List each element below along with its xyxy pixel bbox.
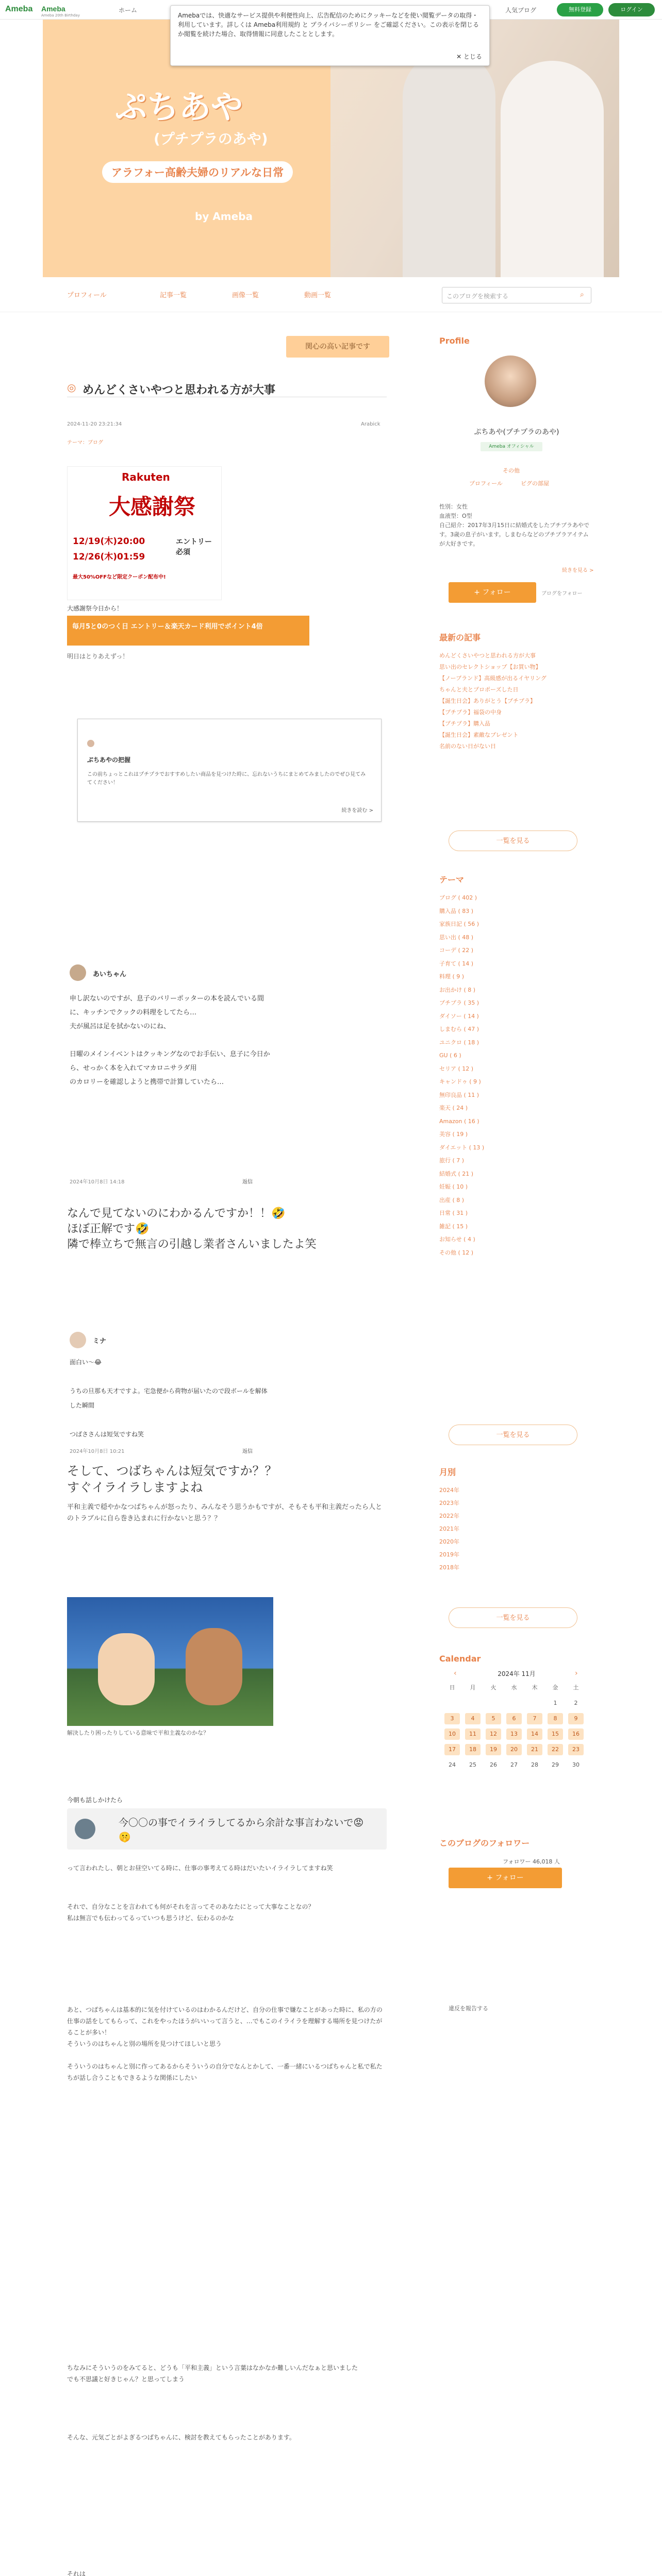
article-author-link[interactable]: Arabick (361, 421, 380, 427)
recent-item[interactable]: 思い出のセレクトショップ【お買い物】 (439, 664, 541, 670)
nav-articles[interactable]: 記事一覧 (160, 292, 187, 299)
ameba-logo[interactable]: Ameba (5, 5, 33, 13)
commenter-avatar (70, 1332, 86, 1348)
cal-day[interactable]: 11 (465, 1728, 481, 1740)
recent-item[interactable]: 【プチプラ】購入品 (439, 720, 490, 727)
theme-item[interactable]: 思い出 ( 48 ) (439, 934, 474, 941)
comment-reply-link[interactable]: 返信 (242, 1449, 253, 1454)
follow-button[interactable]: + フォロー (449, 582, 536, 603)
theme-item[interactable]: ダイソー ( 14 ) (439, 1012, 479, 1020)
login-button[interactable]: ログイン (608, 3, 655, 16)
cal-day: 30 (572, 1761, 580, 1768)
nav-home-link[interactable]: ホーム (119, 7, 138, 14)
speech-bubble (67, 1808, 387, 1850)
comment-time: 2024年10月8日 14:18 (70, 1179, 125, 1185)
paragraph: そんな、元気ごとがよぎるつばちゃんに、検討を教えてもらったことがあります。 (67, 2434, 295, 2441)
cal-day[interactable]: 9 (568, 1713, 584, 1724)
theme-item[interactable]: 家族日記 ( 56 ) (439, 921, 479, 927)
theme-item[interactable]: お出かけ ( 8 ) (439, 986, 476, 993)
theme-item[interactable]: お知らせ ( 4 ) (439, 1236, 475, 1243)
theme-item[interactable]: プチプラ ( 35 ) (439, 999, 479, 1006)
cal-day[interactable]: 18 (465, 1744, 481, 1755)
theme-item[interactable]: 日常 ( 31 ) (439, 1210, 468, 1216)
cal-day: 1 (553, 1700, 557, 1706)
month-item[interactable]: 2019年 (439, 1551, 459, 1558)
cal-day[interactable]: 13 (506, 1728, 522, 1740)
paragraph: 平和主義で穏やかなつばちゃんが怒ったり、みんなそう思うかもですが、そもそも平和主義だったら人とのトラブルに自ら巻き込まれに行かないと思う？？ (67, 1503, 383, 1522)
theme-item[interactable]: 妊娠 ( 10 ) (439, 1183, 468, 1190)
cal-day: 27 (510, 1761, 518, 1768)
cal-day: 2 (574, 1700, 578, 1706)
cal-day-header: 木 (532, 1684, 538, 1691)
blog-nav (0, 278, 662, 312)
theme-item[interactable]: 料理 ( 9 ) (439, 973, 465, 980)
paragraph: それは (67, 2570, 86, 2576)
groom-figure (403, 50, 495, 277)
cal-day[interactable]: 21 (527, 1744, 542, 1755)
search-icon[interactable]: ⌕ (580, 291, 584, 299)
theme-item[interactable]: キャンドゥ ( 9 ) (439, 1078, 481, 1085)
cal-day[interactable]: 16 (568, 1728, 584, 1740)
quote-label: 今朝も話しかけたら (67, 1797, 123, 1804)
register-button[interactable]: 無料登録 (557, 3, 603, 16)
blog-tagline: アラフォー高齢夫婦のリアルな日常 (102, 161, 293, 183)
theme-item[interactable]: 雑記 ( 15 ) (439, 1223, 468, 1230)
character-left (98, 1633, 155, 1705)
cal-day[interactable]: 12 (486, 1728, 501, 1740)
cal-day: 25 (469, 1761, 476, 1768)
recent-more-button[interactable]: 一覧を見る (449, 831, 577, 851)
profile-info: 性別：女性 血液型：O型 自己紹介：2017年3月15日に結婚式をしたプチプラあやです。3歳の息子がいます。しまむらなどのプチプラアイテムが大好きです。 (439, 503, 589, 547)
theme-item[interactable]: ブログ ( 402 ) (439, 894, 477, 901)
cookie-text: Amebaでは、快適なサービス提供や利便性向上、広告配信のためにクッキーなどを使い閲覧データの取得・利用しています。詳しくは Ameba利用規約 と プライバシーポリシー をご確認ください。この表示を閉じるか閲覧を続けた場合、取得情報に同意したこととします。 (178, 12, 479, 38)
cal-day[interactable]: 6 (506, 1713, 522, 1724)
paragraph: それで、自分なことを言われても何がそれを言ってそのあなたにとって大事なことなの？ 私は無言でも伝わってるっていつも思うけど、伝わるのかな (67, 1903, 315, 1922)
ameba-by-logo: by Ameba (195, 210, 253, 223)
cal-day-header: 土 (573, 1684, 579, 1691)
profile-link-pigg[interactable]: ピグの部屋 (521, 480, 549, 487)
ameba-sub-logo: Ameba 20th Birthday (41, 13, 80, 18)
comment-text: 面白い～😂 うちの旦那も天才ですよ。宅急便から荷物が届いたので段ボールを解体した瞬間 つばささんは短気ですね笑 (70, 1359, 268, 1438)
month-item[interactable]: 2018年 (439, 1564, 459, 1571)
article-icon: ◎ (67, 381, 76, 394)
calendar-month: 2024年 11月 (498, 1670, 536, 1677)
ad-coupon-text: 最大50%OFFなど限定クーポン配布中! (73, 574, 166, 580)
theme-list (439, 891, 594, 1259)
cal-day[interactable]: 10 (444, 1728, 460, 1740)
report-link[interactable]: 違反を報告する (449, 2005, 488, 2012)
profile-link-profile[interactable]: プロフィール (469, 480, 503, 487)
month-item[interactable]: 2024年 (439, 1487, 459, 1494)
calendar-heading: Calendar (439, 1654, 481, 1664)
card-avatar (87, 740, 94, 747)
comment-name: ミナ (93, 1337, 107, 1345)
article-theme[interactable]: テーマ：ブログ (67, 440, 103, 446)
image-caption: 解決したり困ったりしている意味で平和主義なのかな？ (67, 1730, 209, 1736)
rakuten-point-banner[interactable]: 毎月5と0のつく日 エントリー＆楽天カード利用でポイント4倍 (67, 616, 309, 646)
month-heading: 月別 (439, 1467, 456, 1477)
rakuten-logo: Rakuten (122, 471, 170, 483)
ad-date-2: 12/26(木)01:59 (73, 552, 145, 562)
theme-item[interactable]: 旅行 ( 7 ) (439, 1157, 465, 1164)
illustration-image[interactable] (67, 1597, 273, 1726)
article-title[interactable]: めんどくさいやつと思われる方が大事 (82, 384, 276, 397)
profile-avatar[interactable] (485, 355, 536, 407)
theme-item[interactable]: 子育て ( 14 ) (439, 960, 474, 967)
profile-more-link[interactable]: 続きを見る > (562, 568, 594, 573)
cal-day[interactable]: 19 (486, 1744, 501, 1755)
follower-heading: このブログのフォロワー (439, 1838, 530, 1848)
cookie-notice (170, 5, 490, 66)
theme-item[interactable]: ユニクロ ( 18 ) (439, 1039, 479, 1046)
nav-images[interactable]: 画像一覧 (232, 292, 259, 299)
speech-text: 今〇〇の事でイライラしてるから余計な事言わないで😡🤫 (119, 1817, 364, 1843)
bride-figure (501, 61, 604, 277)
recent-item[interactable]: めんどくさいやつと思われる方が大事 (439, 652, 536, 659)
cal-day[interactable]: 3 (444, 1713, 460, 1724)
blog-title: ぷちあや (115, 88, 243, 126)
cal-day: 24 (449, 1761, 456, 1768)
cookie-close-button[interactable]: ✕ とじる (456, 53, 482, 60)
recent-item[interactable]: 名前のない日がない日 (439, 743, 496, 750)
cal-day[interactable]: 7 (527, 1713, 542, 1724)
recent-heading: 最新の記事 (439, 633, 481, 642)
lead-text: 明日はとりあえずっ！ (67, 653, 129, 660)
character-right (186, 1628, 242, 1705)
follow-button-2[interactable]: + フォロー (449, 1868, 562, 1888)
recent-item[interactable]: ちゃんと夫とプロポーズした日 (439, 686, 519, 693)
nav-profile[interactable]: プロフィール (67, 292, 107, 299)
theme-item[interactable]: セリア ( 12 ) (439, 1065, 474, 1072)
blog-search-input[interactable]: このブログを検索する (442, 287, 591, 303)
profile-name[interactable]: ぷちあや(プチプラのあや) (474, 428, 559, 436)
month-item[interactable]: 2023年 (439, 1500, 459, 1506)
speaker-avatar (75, 1819, 95, 1839)
recent-item[interactable]: 【誕生日会】素敵なプレゼント (439, 732, 519, 738)
comment-name: あいちゃん (93, 971, 127, 978)
follower-count: フォロワー 46,018 人 (503, 1858, 560, 1865)
month-more-button[interactable]: 一覧を見る (449, 1607, 577, 1628)
commenter-avatar (70, 964, 86, 981)
popular-ribbon[interactable]: 関心の高い記事です (286, 336, 389, 358)
theme-item[interactable]: しまむら ( 47 ) (439, 1026, 479, 1032)
cal-day-header: 月 (470, 1684, 476, 1691)
nav-videos[interactable]: 動画一覧 (304, 292, 332, 299)
article-date: 2024-11-20 23:21:34 (67, 421, 122, 427)
comment-text: 申し訳ないのですが、息子のバリーポッターの本を読んでいる間に、キッチンでクックの料理をしてたら… 夫が風呂は足を拭かないのにね、 日曜のメインイベントはクッキングなのでお手伝い、息子に今日から、せっかく本を入れてマカロニサラダ用 のカロリーを確認しようと携帯で計算していたら… (70, 995, 270, 1086)
top-blog-link[interactable]: 人気ブログ (505, 7, 537, 14)
theme-item[interactable]: GU ( 6 ) (439, 1052, 461, 1059)
profile-heading: Profile (439, 336, 470, 346)
comment-reply-link[interactable]: 返信 (242, 1179, 253, 1185)
ad-caption[interactable]: 大感謝祭今日から！ (67, 605, 123, 612)
cal-day[interactable]: 20 (506, 1744, 522, 1755)
cal-day[interactable]: 17 (444, 1744, 460, 1755)
card-title: ぷちあやの把握 (87, 756, 131, 764)
ad-entry: エントリー必須 (176, 538, 212, 556)
cal-day[interactable]: 5 (486, 1713, 501, 1724)
recent-item[interactable]: 【ノーブランド】高級感が出るイヤリング (439, 675, 547, 682)
profile-link-other[interactable]: その他 (503, 467, 520, 474)
recent-list (439, 650, 594, 752)
cal-day-header: 火 (490, 1684, 496, 1691)
month-item[interactable]: 2020年 (439, 1538, 459, 1545)
paragraph: って言われたし、朝とお昼空いてる時に、仕事の事考えてる時はだいたいイライラしてますね笑 (67, 1865, 333, 1872)
cal-day[interactable]: 23 (568, 1744, 584, 1755)
theme-item[interactable]: 出産 ( 8 ) (439, 1196, 465, 1204)
blog-subtitle: (プチプラのあや) (154, 130, 268, 147)
card-body: この前ちょっとこれはプチプラでおすすめしたい商品を見つけた時に、忘れないうちにまとめてみましたのでぜひ見てみてください！ (87, 772, 366, 786)
theme-item[interactable]: 楽天 ( 24 ) (439, 1105, 468, 1111)
cal-day: 28 (531, 1761, 538, 1768)
blog-link-card[interactable] (77, 719, 382, 822)
ad-date-1: 12/19(木)20:00 (73, 536, 145, 547)
cal-day[interactable]: 4 (465, 1713, 481, 1724)
comment-time: 2024年10月8日 10:21 (70, 1449, 125, 1454)
theme-item[interactable]: 結婚式 ( 21 ) (439, 1170, 474, 1177)
recent-item[interactable]: 【誕生日会】ありがとう【プチプラ】 (439, 698, 536, 704)
theme-item[interactable]: 購入品 ( 83 ) (439, 907, 474, 914)
reply-quote-1: なんで見てないのにわかるんですか！！🤣 ほぼ正解です🤣 隣で棒立ちで無言の引越し業者さんいましたよ笑 (67, 1207, 317, 1250)
cal-day-header: 金 (552, 1684, 558, 1691)
cal-day-header: 水 (511, 1684, 517, 1691)
cal-day[interactable]: 14 (527, 1728, 542, 1740)
theme-item[interactable]: ダイエット ( 13 ) (439, 1144, 485, 1151)
theme-item[interactable]: 美容 ( 19 ) (439, 1131, 468, 1138)
section-heading: そして、つばちゃんは短気ですか？？ すぐイライラしますよね (67, 1465, 277, 1495)
theme-item[interactable]: 無印良品 ( 11 ) (439, 1091, 479, 1098)
calendar-grid (439, 1682, 594, 1785)
ad-headline: 大感謝祭 (109, 494, 196, 519)
paragraph: あと、つばちゃんは基本的に気を付けているのはわかるんだけど、自分の仕事で嫌なことがあった時に、私の方の仕事の話をしてもらって、これをやったほうがいいって言うと、…でもこのイライラを理解する場所を見つけたがることが多い！ そういうのはちゃんと別の場所を見つけてほしいと思う そういうのはちゃんと別に作ってあるからそういうの自分でなんとかして、一番一緒にいるつばちゃんと私で私たちが話し合うこともできるような関係にしたい (67, 2006, 383, 2081)
follow-label: ブログをフォロー (541, 591, 583, 597)
cal-next-icon[interactable]: › (575, 1669, 578, 1677)
recent-item[interactable]: 【プチプラ】福袋の中身 (439, 709, 502, 716)
official-badge: Ameba オフィシャル (481, 442, 542, 451)
paragraph: ちなみにそういうのをみてると、どうも「平和主義」という言葉はなかなか難しいんだなぁと思いました でも不思議と好きじゃん？と思ってしまう (67, 2364, 358, 2383)
theme-item[interactable]: その他 ( 12 ) (439, 1249, 474, 1256)
cal-day-header: 日 (449, 1684, 455, 1691)
month-item[interactable]: 2021年 (439, 1526, 459, 1532)
rakuten-ad[interactable] (67, 466, 222, 600)
month-list (439, 1484, 594, 1574)
cal-day[interactable]: 22 (548, 1744, 563, 1755)
ameba-blog-logo[interactable]: Ameba (41, 5, 65, 13)
theme-heading: テーマ (439, 875, 465, 885)
theme-item[interactable]: コーデ ( 22 ) (439, 947, 474, 954)
cal-day: 26 (490, 1761, 497, 1768)
cal-day[interactable]: 15 (548, 1728, 563, 1740)
cal-prev-icon[interactable]: ‹ (454, 1669, 457, 1677)
month-item[interactable]: 2022年 (439, 1513, 459, 1519)
card-read-more[interactable]: 続きを読む > (341, 808, 373, 814)
cal-day[interactable]: 8 (548, 1713, 563, 1724)
cal-day: 29 (552, 1761, 559, 1768)
theme-item[interactable]: Amazon ( 16 ) (439, 1117, 479, 1125)
theme-more-button[interactable]: 一覧を見る (449, 1425, 577, 1445)
